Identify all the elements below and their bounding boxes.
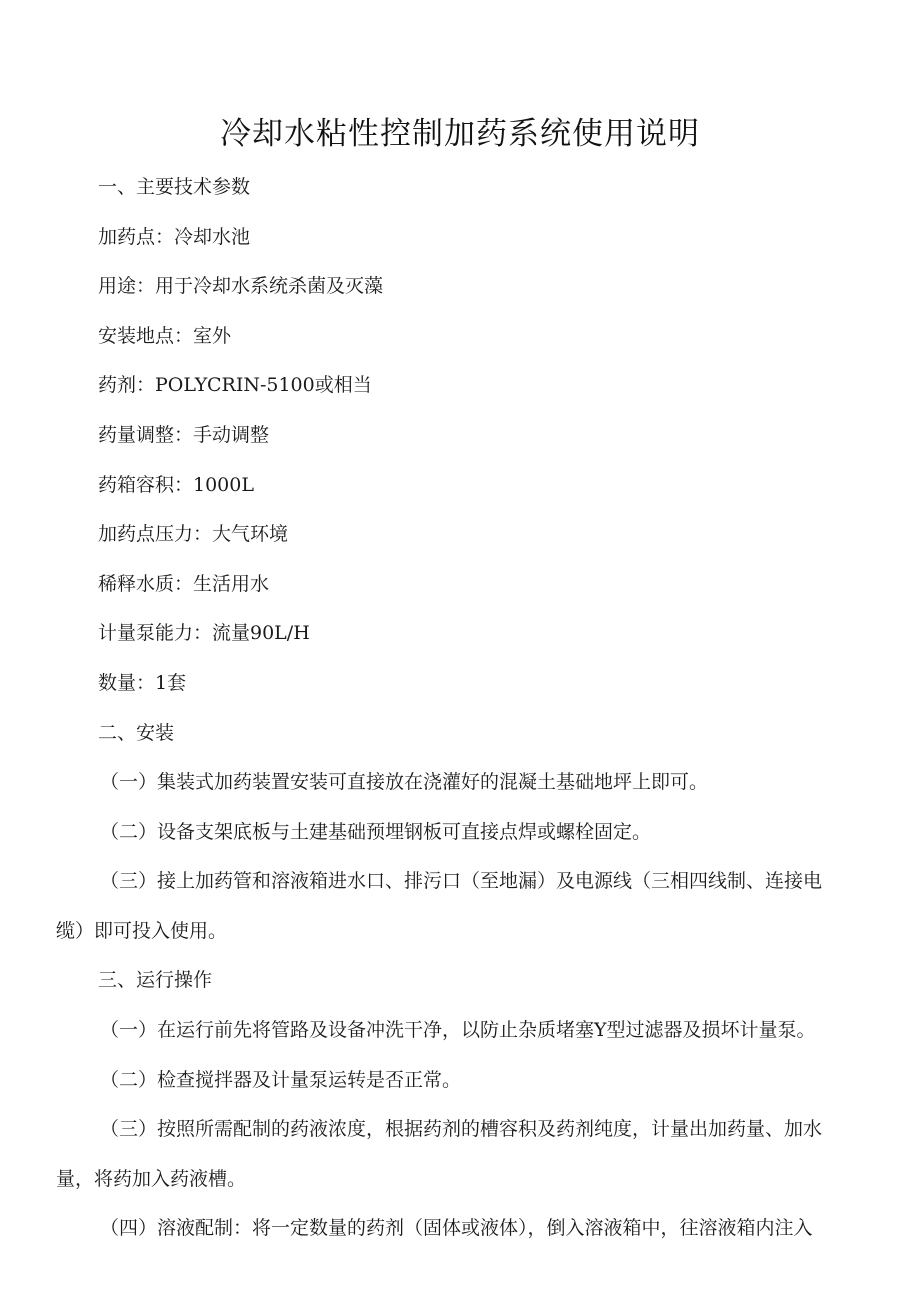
install-item-2: （二）设备支架底板与土建基础预埋钢板可直接点焊或螺栓固定。 <box>100 821 652 843</box>
param-quantity: 数量：1套 <box>98 672 187 694</box>
install-item-3-line-2: 缆）即可投入使用。 <box>56 920 228 942</box>
param-tank-volume: 药箱容积：1000L <box>98 474 254 496</box>
operation-item-2: （二）检查搅拌器及计量泵运转是否正常。 <box>100 1069 462 1091</box>
param-install-location: 安装地点：室外 <box>98 325 232 347</box>
document-title: 冷却水粘性控制加药系统使用说明 <box>220 116 700 152</box>
param-purpose: 用途：用于冷却水系统杀菌及灭藻 <box>98 275 384 297</box>
operation-item-3-line-2: 量，将药加入药液槽。 <box>56 1168 247 1190</box>
section-heading-operation: 三、运行操作 <box>98 969 213 991</box>
param-pump-capacity: 计量泵能力：流量90L/H <box>98 622 310 644</box>
param-chemical: 药剂：POLYCRIN-5100或相当 <box>98 374 372 396</box>
install-item-3-line-1: （三）接上加药管和溶液箱进水口、排污口（至地漏）及电源线（三相四线制、连接电 <box>100 870 823 892</box>
section-heading-parameters: 一、主要技术参数 <box>98 176 251 198</box>
param-dosing-pressure: 加药点压力：大气环境 <box>98 523 289 545</box>
param-dilution-water: 稀释水质：生活用水 <box>98 573 270 595</box>
param-dosing-point: 加药点：冷却水池 <box>98 226 251 248</box>
param-dose-adjustment: 药量调整：手动调整 <box>98 424 270 446</box>
operation-item-4-line-1: （四）溶液配制：将一定数量的药剂（固体或液体），倒入溶液箱中，往溶液箱内注入 <box>100 1217 813 1239</box>
operation-item-3-line-1: （三）按照所需配制的药液浓度，根据药剂的槽容积及药剂纯度，计量出加药量、加水 <box>100 1118 823 1140</box>
operation-item-1: （一）在运行前先将管路及设备冲洗干净，以防止杂质堵塞Y型过滤器及损坏计量泵。 <box>100 1019 816 1041</box>
section-heading-installation: 二、安装 <box>98 722 175 744</box>
install-item-1: （一）集装式加药装置安装可直接放在浇灌好的混凝土基础地坪上即可。 <box>100 771 709 793</box>
